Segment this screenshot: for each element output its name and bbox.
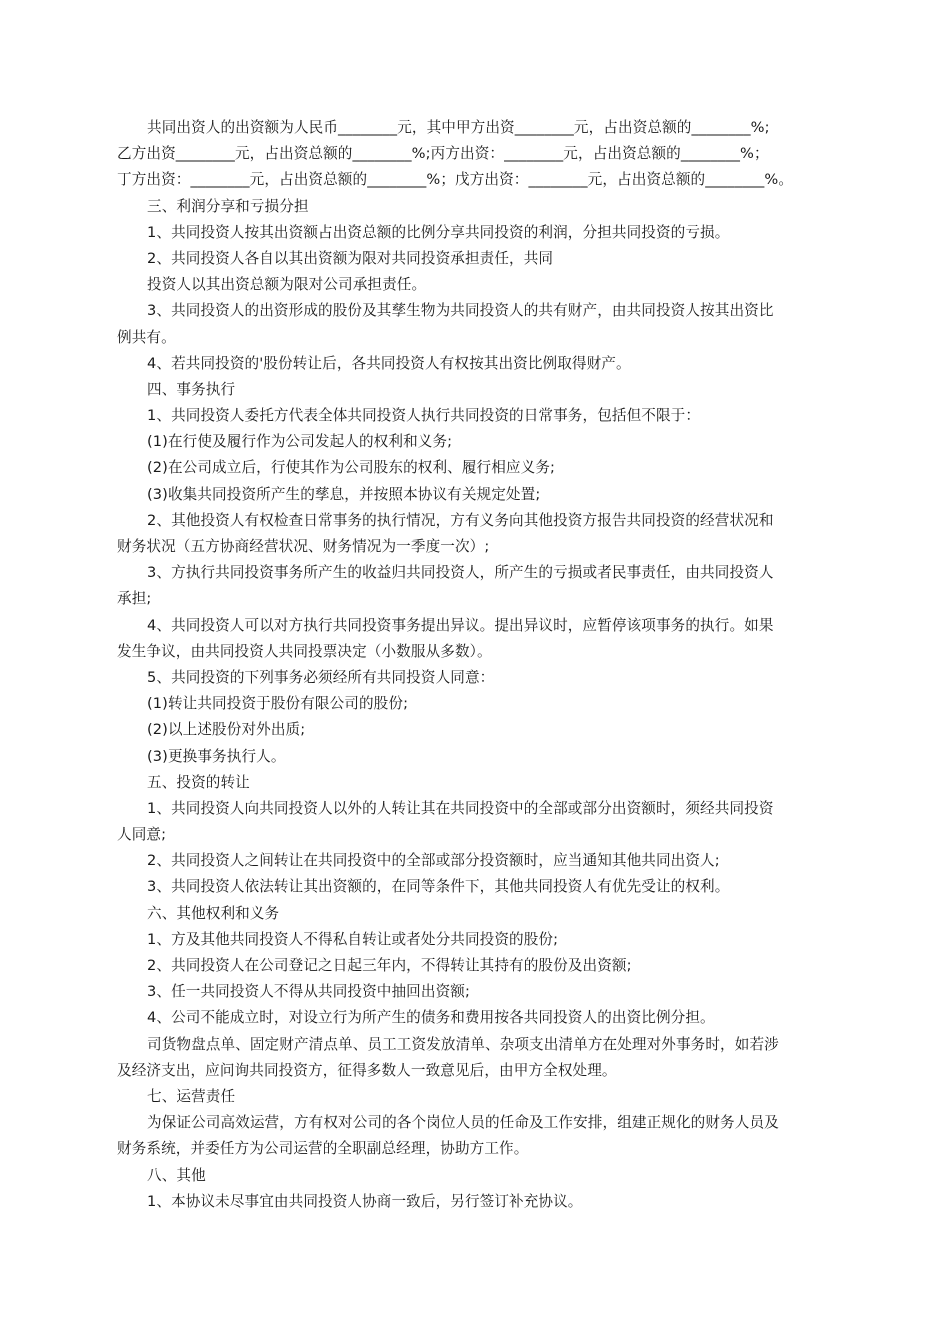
text-line: (2)以上述股份对外出质; xyxy=(147,721,306,739)
text-line: 共同出资人的出资额为人民币________元，其中甲方出资________元，占出资总额的________%; xyxy=(147,119,770,136)
text-line: (2)在公司成立后，行使其作为公司股东的权利、履行相应义务; xyxy=(147,459,556,477)
text-line: 1、方及其他共同投资人不得私自转让或者处分共同投资的股份; xyxy=(147,930,559,948)
text-line: 2、共同投资人各自以其出资额为限对共同投资承担责任，共同 xyxy=(147,249,554,267)
text-line: 三、利润分享和亏损分担 xyxy=(147,197,309,215)
document-body xyxy=(117,115,847,1215)
text-line: 5、共同投资的下列事务必须经所有共同投资人同意： xyxy=(147,668,495,686)
text-line: 承担; xyxy=(117,590,152,608)
text-line: (3)收集共同投资所产生的孳息，并按照本协议有关规定处置; xyxy=(147,485,541,503)
text-line: 人同意; xyxy=(117,826,167,844)
text-line: 为保证公司高效运营，方有权对公司的各个岗位人员的任命及工作安排，组建正规化的财务人员及 xyxy=(147,1114,779,1132)
text-line: 4、公司不能成立时，对设立行为所产生的债务和费用按各共同投资人的出资比例分担。 xyxy=(147,1009,715,1027)
text-line: 4、共同投资人可以对方执行共同投资事务提出异议。提出异议时，应暂停该项事务的执行。如果 xyxy=(147,616,774,634)
text-line: 2、其他投资人有权检查日常事务的执行情况，方有义务向其他投资方报告共同投资的经营状况和 xyxy=(147,511,774,529)
text-line: 2、共同投资人在公司登记之日起三年内，不得转让其持有的股份及出资额; xyxy=(147,957,632,974)
text-line: 3、方执行共同投资事务所产生的收益归共同投资人，所产生的亏损或者民事责任，由共同投资人 xyxy=(147,564,774,582)
text-line: 4、若共同投资的'股份转让后，各共同投资人有权按其出资比例取得财产。 xyxy=(147,354,631,372)
text-line: (3)更换事务执行人。 xyxy=(147,747,286,765)
text-line: 2、共同投资人之间转让在共同投资中的全部或部分投资额时，应当通知其他共同出资人; xyxy=(147,852,720,870)
text-line: 六、其他权利和义务 xyxy=(147,904,280,922)
text-line: 3、任一共同投资人不得从共同投资中抽回出资额; xyxy=(147,983,470,1001)
text-line: 1、本协议未尽事宜由共同投资人协商一致后，另行签订补充协议。 xyxy=(147,1192,583,1210)
text-line: 投资人以其出资总额为限对公司承担责任。 xyxy=(147,276,427,294)
text-line: 1、共同投资人按其出资额占出资总额的比例分享共同投资的利润，分担共同投资的亏损。 xyxy=(147,223,730,241)
text-line: (1)在行使及履行作为公司发起人的权利和义务; xyxy=(147,433,453,451)
text-line: 3、共同投资人依法转让其出资额的，在同等条件下，其他共同投资人有优先受让的权利。 xyxy=(147,878,730,896)
text-line: 例共有。 xyxy=(117,328,176,346)
text-line: 五、投资的转让 xyxy=(147,773,250,791)
text-line: 3、共同投资人的出资形成的股份及其孳生物为共同投资人的共有财产，由共同投资人按其出资比 xyxy=(147,302,774,320)
text-line: (1)转让共同投资于股份有限公司的股份; xyxy=(147,695,409,713)
text-line: 1、共同投资人委托方代表全体共同投资人执行共同投资的日常事务，包括但不限于： xyxy=(147,407,701,425)
text-line: 财务状况（五方协商经营状况、财务情况为一季度一次）; xyxy=(117,538,490,555)
text-line: 四、事务执行 xyxy=(147,380,236,398)
text-line: 1、共同投资人向共同投资人以外的人转让其在共同投资中的全部或部分出资额时，须经共同投资 xyxy=(147,799,774,817)
text-line: 财务系统，并委任方为公司运营的全职副总经理，协助方工作。 xyxy=(117,1140,529,1158)
text-line: 及经济支出，应问询共同投资方，征得多数人一致意见后，由甲方全权处理。 xyxy=(117,1061,617,1079)
text-line: 司货物盘点单、固定财产清点单、员工工资发放清单、杂项支出清单方在处理对外事务时，如若涉 xyxy=(147,1035,779,1053)
text-line: 发生争议，由共同投资人共同投票决定（小数服从多数）。 xyxy=(117,642,492,660)
text-line: 丁方出资：________元，占出资总额的________%；戊方出资：________元，占出资总额的________%。 xyxy=(117,171,794,189)
text-line: 八、其他 xyxy=(147,1166,206,1184)
text-line: 七、运营责任 xyxy=(147,1087,236,1105)
text-line: 乙方出资________元，占出资总额的________%;丙方出资：________元，占出资总额的________%； xyxy=(117,145,769,163)
